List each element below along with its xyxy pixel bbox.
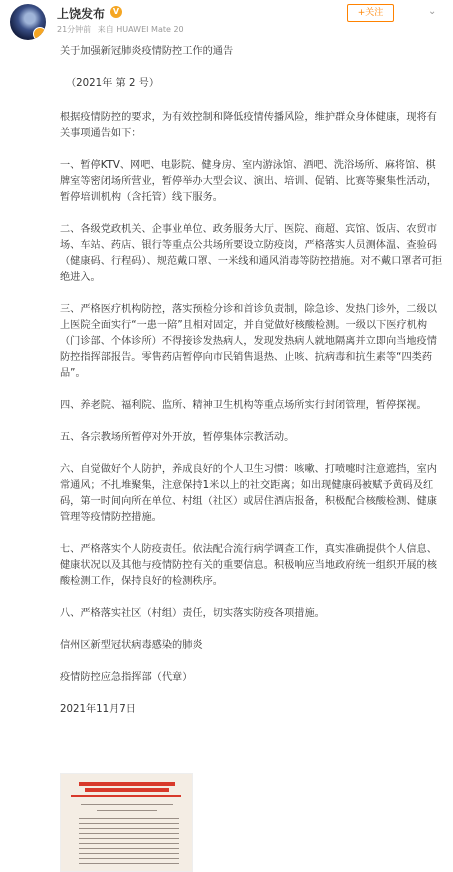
thumbnail-text-line xyxy=(79,853,179,854)
thumbnail-text-line xyxy=(79,863,179,864)
post-header xyxy=(0,0,453,44)
thumbnail-text-line xyxy=(79,858,179,859)
follow-button[interactable]: +关注 xyxy=(347,4,394,22)
document-image-thumbnail[interactable] xyxy=(60,773,193,872)
thumbnail-text-line xyxy=(79,838,179,839)
thumbnail-text-line xyxy=(79,818,179,819)
thumbnail-text-line xyxy=(79,848,179,849)
post-meta xyxy=(57,24,188,35)
post-source: 来自 HUAWEI Mate 20 xyxy=(97,25,184,34)
post-title: 关于加强新冠肺炎疫情防控工作的通告 xyxy=(60,46,234,57)
verified-badge-icon xyxy=(33,27,46,40)
chevron-down-icon[interactable]: ⌄ xyxy=(428,6,437,17)
thumbnail-red-heading-2 xyxy=(85,788,169,792)
item-5: 五、各宗教场所暂停对外开放，暂停集体宗教活动。 xyxy=(60,432,295,443)
thumbnail-text-line xyxy=(79,833,179,834)
notice-number: （2021年 第 2 号） xyxy=(66,78,160,89)
vip-icon: V xyxy=(110,6,122,18)
item-6: 六、自觉做好个人防护，养成良好的个人卫生习惯：咳嗽、打喷嚏时注意遮挡，室内常通风；不扎堆聚集，注意保持1米以上的社交距离；如出现健康码被赋予黄码及红码，第一时间向所在单位、村组（社区）或居住酒店报备，积极配合核酸检测、健康管理等疫情防控措施。 xyxy=(60,464,437,523)
thumbnail-text-line xyxy=(79,843,179,844)
item-7: 七、严格落实个人防疫责任。依法配合流行病学调查工作，真实准确提供个人信息、健康状况以及其他与疫情防控有关的重要信息。积极响应当地政府统一组织开展的核酸检测工作，保持良好的检测秩序。 xyxy=(60,544,437,587)
item-3: 三、严格医疗机构防控，落实预检分诊和首诊负责制，除急诊、发热门诊外，二级以上医院全面实行“一患一陪”且相对固定，并自觉做好核酸检测。一级以下医疗机构（门诊部、个体诊所）不得接诊发热病人，发现发热病人就地隔离并立即向当地疫情防控指挥部报告。零售药店暂停向市民销售退热、止咳、抗病毒和抗生素等“四类药品”。 xyxy=(60,304,437,379)
item-8: 八、严格落实社区（村组）责任，切实落实防疫各项措施。 xyxy=(60,608,325,619)
post-content xyxy=(60,44,445,718)
username[interactable]: 上饶发布 xyxy=(57,7,106,21)
post-date: 2021年11月7日 xyxy=(60,704,136,715)
item-1: 一、暂停KTV、网吧、电影院、健身房、室内游泳馆、酒吧、洗浴场所、麻将馆、棋牌室等密闭场所营业，暂停举办大型会议、演出、培训、促销、比赛等聚集性活动，暂停培训机构（含托管）线下服务。 xyxy=(60,160,437,203)
thumbnail-text-line xyxy=(97,810,157,811)
signature-dept: 疫情防控应急指挥部（代章） xyxy=(60,672,193,683)
thumbnail-text-line xyxy=(79,823,179,824)
thumbnail-red-rule xyxy=(71,795,181,797)
intro-paragraph: 根据疫情防控的要求，为有效控制和降低疫情传播风险，维护群众身体健康，现将有关事项通告如下： xyxy=(60,112,437,139)
item-4: 四、养老院、福利院、监所、精神卫生机构等重点场所实行封闭管理，暂停探视。 xyxy=(60,400,427,411)
post-time: 21分钟前 xyxy=(57,25,92,34)
avatar[interactable] xyxy=(10,4,46,40)
thumbnail-red-heading xyxy=(79,782,175,786)
item-2: 二、各级党政机关、企事业单位、政务服务大厅、医院、商超、宾馆、饭店、农贸市场、车站、药店、银行等重点公共场所要设立防疫岗，严格落实人员测体温、查验码（健康码、行程码）、规范戴口罩、一米线和通风消毒等防控措施。对不戴口罩者可拒绝进入。 xyxy=(60,224,443,283)
thumbnail-text-line xyxy=(79,828,179,829)
signature-org: 信州区新型冠状病毒感染的肺炎 xyxy=(60,640,203,651)
thumbnail-text-line xyxy=(81,804,173,805)
